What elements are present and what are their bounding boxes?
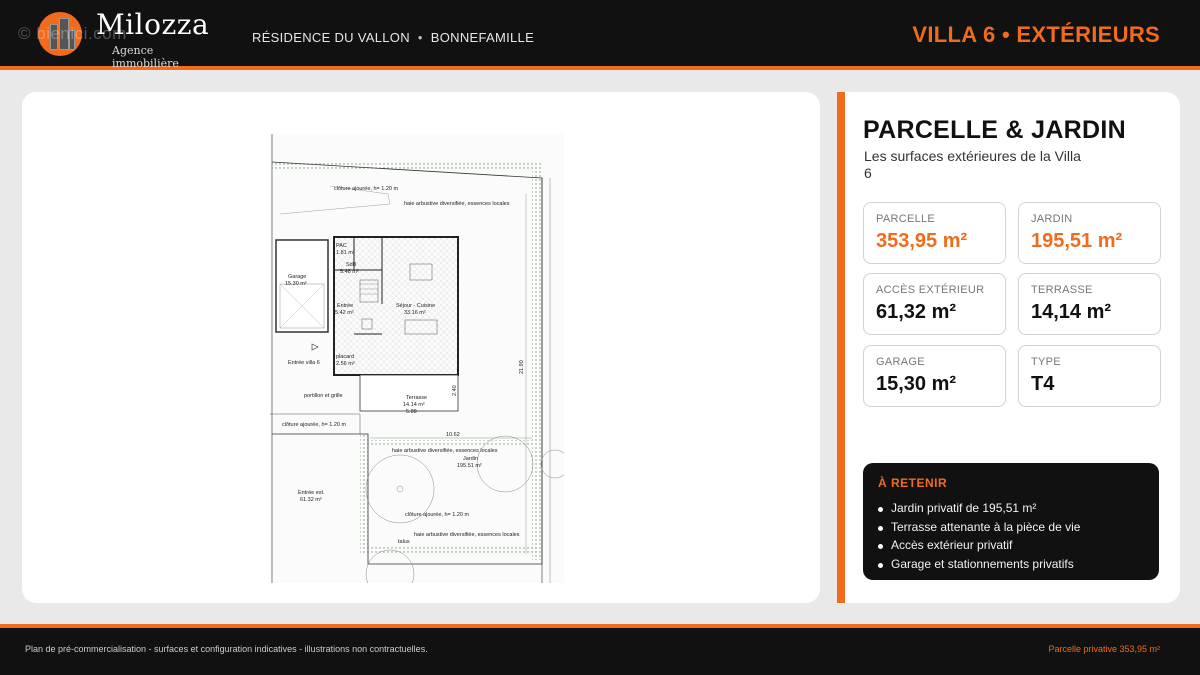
plan-label-talus: talus [398,539,410,545]
stat-label: ACCÈS EXTÉRIEUR [876,284,985,296]
breadcrumb [252,30,534,45]
key-points-list [878,501,1080,575]
plan-label-dim-height: 21.90 [519,360,525,374]
plan-label-dim-small: 2.40 [452,385,458,396]
stat-value: T4 [1031,373,1055,395]
stat-value: 195,51 m² [1031,230,1123,252]
info-subtitle: Les surfaces extérieures de la Villa 6 [864,148,1081,181]
plan-label-cloture-bot: clôture ajourée, h= 1.20 m [405,512,470,518]
stat-value: 61,32 m² [876,301,957,323]
list-item: Accès extérieur privatif [878,538,1080,557]
breadcrumb-separator: • [417,30,423,45]
plan-label-entree-area: 5.42 m² [335,310,354,316]
plan-label-portillon: portillon et grille [304,393,343,399]
plan-label-terrasse: Terrasse [406,395,428,401]
stat-value: 15,30 m² [876,373,957,395]
site-plan-drawing [270,134,564,583]
breadcrumb-city: BONNEFAMILLE [430,30,535,45]
stat-card-type [1018,345,1161,407]
plan-label-haie-top: haie arbustive diversifiée, essences locales [404,201,510,207]
plan-label-sejour-area: 33.16 m² [404,310,426,316]
list-item: Jardin privatif de 195,51 m² [878,501,1080,520]
plan-label-sdb: SdB [346,262,357,268]
stat-label: PARCELLE [876,213,936,225]
plan-label-entree: Entrée [337,303,354,309]
plan-label-cloture-mid: clôture ajourée, h= 1.20 m [282,422,347,428]
plan-label-terrasse-area: 14.14 m² [403,402,425,408]
breadcrumb-residence: RÉSIDENCE DU VALLON [252,30,410,45]
plan-label-garage: Garage [288,274,307,280]
plan-label-dim-width: 10.62 [446,432,460,438]
info-title: PARCELLE & JARDIN [863,116,1126,144]
top-header [0,0,1200,70]
stat-card-jardin [1018,202,1161,264]
info-panel [837,92,1180,603]
list-item: Terrasse attenante à la pièce de vie [878,520,1080,539]
stat-label: JARDIN [1031,213,1073,225]
stat-label: TYPE [1031,356,1061,368]
stat-card-garage [863,345,1006,407]
plan-label-garage-area: 15.30 m² [285,281,307,287]
plan-label-sdb-area: 5.48 m² [340,269,359,275]
footer-disclaimer: Plan de pré-commercialisation - surfaces et configuration indicatives - illustrations non contractuelles. [25,644,428,654]
stat-label: GARAGE [876,356,925,368]
footer-parcel-note: Parcelle privative 353,95 m² [1048,644,1160,654]
stat-card-parcelle [863,202,1006,264]
plan-label-pac: PAC [336,243,347,249]
plan-label-entree-ext: Entrée ext. [298,490,325,496]
stat-label: TERRASSE [1031,284,1093,296]
brand-tagline: Agence immobilière [112,44,179,70]
stat-card-terrasse [1018,273,1161,335]
plan-label-entree-ext-area: 61.32 m² [300,497,322,503]
key-points-title: À RETENIR [878,476,948,490]
stat-value: 353,95 m² [876,230,968,252]
page-title: VILLA 6 • EXTÉRIEURS [912,22,1160,47]
plan-label-entree-villa: Entrée villa 6 [288,360,320,366]
plan-label-pac-area: 1.81 m² [336,250,355,256]
plan-label-placard-area: 2.56 m² [336,361,355,367]
plan-label-cloture-top: clôture ajourée, h= 1.20 m [334,186,399,192]
site-plan-card [22,92,820,603]
stat-card-acces-exterieur [863,273,1006,335]
plan-label-terrasse-dim: 5.88 [406,409,417,415]
brand-name: Milozza [96,8,210,41]
plan-label-haie-mid: haie arbustive diversifiée, essences locales [392,448,498,454]
stat-value: 14,14 m² [1031,301,1112,323]
watermark: © bienici.com [18,24,127,43]
plan-label-sejour: Séjour - Cuisine [396,303,436,309]
key-points-box [863,463,1159,580]
plan-label-placard: placard [336,354,355,360]
footer [0,624,1200,675]
plan-label-jardin: Jardin [463,456,478,462]
plan-label-jardin-area: 195.51 m² [457,463,482,469]
list-item: Garage et stationnements privatifs [878,557,1080,576]
plan-label-haie-bot: haie arbustive diversifiée, essences locales [414,532,520,538]
